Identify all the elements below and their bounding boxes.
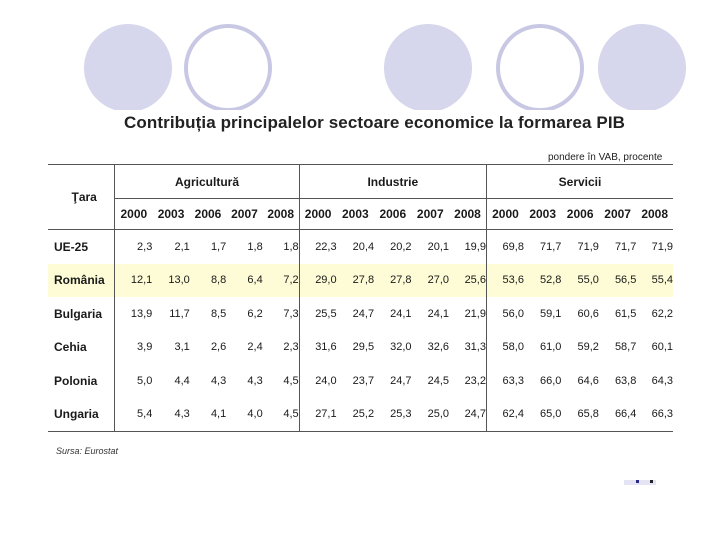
header-year: 2003 bbox=[337, 199, 374, 230]
table-cell: 6,2 bbox=[247, 307, 263, 320]
header-year: 2000 bbox=[115, 199, 152, 230]
header-year: 2000 bbox=[299, 199, 336, 230]
decor-circle-outline bbox=[498, 26, 582, 110]
country-name: Cehia bbox=[54, 340, 87, 355]
table-cell: 1,7 bbox=[190, 230, 226, 264]
table-cell: 24,1 bbox=[427, 307, 450, 320]
country-name: Bulgaria bbox=[54, 306, 103, 321]
decor-circle-filled bbox=[598, 24, 686, 110]
table-cell: 2,1 bbox=[152, 230, 189, 264]
table-cell: 20,1 bbox=[412, 230, 449, 264]
table-cell: 65,0 bbox=[540, 408, 562, 421]
table-cell: 23,7 bbox=[352, 374, 375, 387]
table-cell: 7,3 bbox=[283, 307, 299, 320]
header-year: 2006 bbox=[190, 199, 226, 230]
table-cell: 64,6 bbox=[577, 374, 599, 387]
table-row bbox=[48, 398, 673, 432]
decor-circle-outline bbox=[186, 26, 270, 110]
table-cell: 7,2 bbox=[263, 264, 299, 298]
header-group-services: Servicii bbox=[486, 165, 673, 199]
table-cell: 4,3 bbox=[210, 374, 227, 387]
table-cell: 60,6 bbox=[577, 307, 599, 320]
page-title: Contribuția principalelor sectoare economice la formarea PIB bbox=[124, 113, 626, 132]
header-year: 2008 bbox=[636, 199, 673, 230]
table-cell: 58,0 bbox=[486, 331, 523, 365]
table-cell: 63,8 bbox=[614, 374, 637, 387]
table-cell: 31,3 bbox=[464, 341, 486, 354]
table-cell: 53,6 bbox=[486, 264, 523, 298]
header-group-industry: Industrie bbox=[299, 165, 486, 199]
table-cell: 4,0 bbox=[247, 408, 263, 421]
table-cell: 3,1 bbox=[174, 341, 190, 354]
country-name: UE-25 bbox=[48, 230, 115, 264]
table-cell: 27,8 bbox=[374, 264, 411, 298]
table-cell: 21,9 bbox=[464, 307, 486, 320]
table-cell: 71,9 bbox=[561, 230, 598, 264]
unit-note: pondere în VAB, procente bbox=[548, 152, 663, 163]
table-cell: 66,4 bbox=[614, 408, 637, 421]
data-table bbox=[48, 164, 673, 432]
table-cell: 24,7 bbox=[390, 374, 412, 387]
decor-circle-filled bbox=[84, 24, 172, 110]
header-year: 2008 bbox=[263, 199, 299, 230]
table-cell: 24,0 bbox=[299, 364, 336, 398]
table-cell: 58,7 bbox=[614, 341, 637, 354]
table-cell: 32,0 bbox=[390, 341, 412, 354]
table-cell: 8,8 bbox=[190, 264, 226, 298]
table-cell: 4,1 bbox=[210, 408, 227, 421]
table-cell: 71,7 bbox=[599, 230, 636, 264]
table-cell: 52,8 bbox=[524, 264, 561, 298]
table-cell: 61,0 bbox=[540, 341, 562, 354]
table-cell: 3,9 bbox=[115, 331, 152, 365]
table-cell: 71,7 bbox=[524, 230, 561, 264]
table-row bbox=[48, 297, 673, 331]
table-cell: 69,8 bbox=[486, 230, 523, 264]
table-cell: 25,3 bbox=[390, 408, 412, 421]
country-name: România bbox=[48, 264, 115, 298]
table-cell: 24,7 bbox=[464, 408, 486, 421]
header-year: 2007 bbox=[599, 199, 636, 230]
source-note: Sursa: Eurostat bbox=[56, 446, 119, 456]
header-year: 2000 bbox=[486, 199, 523, 230]
header-country: Ţara bbox=[71, 190, 97, 204]
table-cell: 19,9 bbox=[449, 230, 486, 264]
table-cell: 25,0 bbox=[427, 408, 450, 421]
header-year: 2007 bbox=[226, 199, 262, 230]
table-cell: 27,0 bbox=[412, 264, 449, 298]
table-cell: 55,0 bbox=[561, 264, 598, 298]
table-row bbox=[48, 230, 673, 264]
table-cell: 13,0 bbox=[152, 264, 189, 298]
decorative-circles bbox=[0, 0, 720, 110]
table-cell: 55,4 bbox=[636, 264, 673, 298]
slide-nav-icon[interactable] bbox=[624, 478, 656, 486]
table-cell: 31,6 bbox=[299, 331, 336, 365]
table-cell: 1,8 bbox=[263, 230, 299, 264]
table-cell: 20,4 bbox=[337, 230, 374, 264]
header-group-agriculture: Agricultură bbox=[115, 165, 299, 199]
header-year: 2008 bbox=[449, 199, 486, 230]
table-cell: 71,9 bbox=[636, 230, 673, 264]
table-cell: 4,4 bbox=[174, 374, 190, 387]
table-cell: 5,4 bbox=[115, 398, 152, 432]
table-cell: 4,5 bbox=[283, 408, 299, 421]
table-row bbox=[48, 264, 673, 298]
table-cell: 13,9 bbox=[115, 297, 152, 331]
table-cell: 4,3 bbox=[174, 408, 190, 421]
table-cell: 24,5 bbox=[427, 374, 450, 387]
table-cell: 25,5 bbox=[299, 297, 336, 331]
table-cell: 63,3 bbox=[486, 364, 523, 398]
table-cell: 66,3 bbox=[651, 408, 673, 421]
table-cell: 2,3 bbox=[115, 230, 152, 264]
table-cell: 29,5 bbox=[352, 341, 375, 354]
table-cell: 25,6 bbox=[449, 264, 486, 298]
country-name: Polonia bbox=[54, 373, 98, 388]
table-cell: 59,1 bbox=[540, 307, 562, 320]
table-cell: 61,5 bbox=[614, 307, 637, 320]
table-cell: 65,8 bbox=[577, 408, 599, 421]
table-cell: 24,1 bbox=[390, 307, 412, 320]
table-row bbox=[48, 364, 673, 398]
table-cell: 12,1 bbox=[115, 264, 152, 298]
table-cell: 20,2 bbox=[374, 230, 411, 264]
table-cell: 4,5 bbox=[283, 374, 299, 387]
header-year: 2006 bbox=[374, 199, 411, 230]
table-cell: 11,7 bbox=[169, 307, 190, 320]
table-cell: 32,6 bbox=[427, 341, 450, 354]
table-cell: 29,0 bbox=[299, 264, 336, 298]
table-cell: 2,4 bbox=[247, 341, 263, 354]
decor-circle-filled bbox=[384, 24, 472, 110]
table-cell: 27,1 bbox=[299, 398, 336, 432]
table-cell: 66,0 bbox=[540, 374, 562, 387]
table-cell: 62,4 bbox=[486, 398, 523, 432]
table-cell: 24,7 bbox=[352, 307, 375, 320]
table-cell: 25,2 bbox=[352, 408, 375, 421]
table-cell: 56,0 bbox=[486, 297, 523, 331]
table-cell: 2,6 bbox=[210, 341, 227, 354]
table-cell: 60,1 bbox=[651, 341, 673, 354]
table-cell: 5,0 bbox=[115, 364, 152, 398]
table-cell: 1,8 bbox=[226, 230, 262, 264]
table-row bbox=[48, 331, 673, 365]
table-cell: 6,4 bbox=[226, 264, 262, 298]
table-cell: 22,3 bbox=[299, 230, 336, 264]
table-cell: 23,2 bbox=[464, 374, 486, 387]
header-year: 2007 bbox=[412, 199, 449, 230]
header-year: 2003 bbox=[152, 199, 189, 230]
table-cell: 59,2 bbox=[577, 341, 599, 354]
table-cell: 2,3 bbox=[283, 341, 299, 354]
country-name: Ungaria bbox=[54, 407, 99, 422]
table-cell: 27,8 bbox=[337, 264, 374, 298]
table-cell: 8,5 bbox=[210, 307, 227, 320]
table-cell: 4,3 bbox=[247, 374, 263, 387]
header-year: 2003 bbox=[524, 199, 561, 230]
header-year: 2006 bbox=[561, 199, 598, 230]
table-cell: 64,3 bbox=[651, 374, 673, 387]
table-cell: 56,5 bbox=[599, 264, 636, 298]
table-cell: 62,2 bbox=[651, 307, 673, 320]
